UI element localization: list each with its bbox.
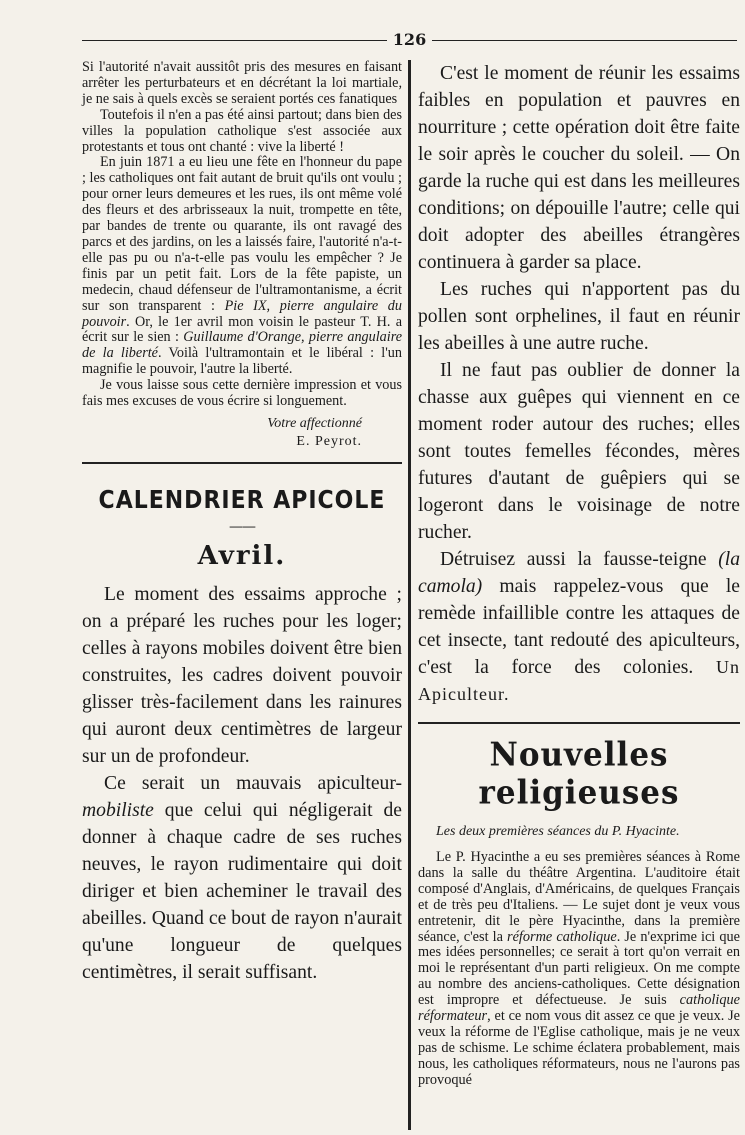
apicole-paragraph: Les ruches qui n'apportent pas du pollen sont orphelines, il faut en réunir les abeilles à une autre ruche. xyxy=(418,279,740,354)
header-rule-left xyxy=(82,40,387,41)
news-item-heading: Les deux premières séances du P. Hyacinte. xyxy=(436,824,680,839)
right-column xyxy=(418,60,740,1089)
signature-name: E. Peyrot. xyxy=(296,433,362,449)
letter-paragraph: Toutefois il n'en a pas été ainsi partout; dans bien des villes la population catholique s'est associée aux protestants et tous ont chanté : vive la liberté ! xyxy=(82,106,402,155)
section-title: CALENDRIER APICOLE xyxy=(98,486,386,515)
apicole-paragraph: Détruisez aussi la fausse-teigne (la camola) mais rappelez-vous que le remède infaillible contre les attaques de cet insecte, tant redouté des apiculteurs, c'est la force des colonies. Un Apiculteur. xyxy=(418,549,741,704)
news-paragraph: Le P. Hyacinthe a eu ses premières séances à Rome dans la salle du théâtre Argentina. L'auditoire était composé d'Anglais, d'Américains, de quelques Français et de très peu d'Italiens. — Le sujet dont je veux vous entretenir, dit le père Hyacinthe, dans la première séance, c'est la réforme catholique. Je n'exprime ici que mes idées personnelles; ce serait à tort qu'on verrait en moi le représentant d'un parti religieux. On me compte au nombre des anciens-catholiques. Cette désignation est impropre et défectueuse. Je suis catholique réformateur, et ce nom vous dit assez ce que je veux. Je veux la réforme de l'Eglise catholique, mais je ne veux pas de schisme. Le schime éclatera probablement, mais nous, les catholiques réformateurs, nous ne l'aurons pas provoqué xyxy=(418,849,740,1088)
letter-paragraph: Si l'autorité n'avait aussitôt pris des mesures en faisant arrêter les perturbateurs et en décrétant la loi martiale, je ne sais à quels excès se seraient portés ces fanatiques xyxy=(82,59,402,107)
author-signature: Un Apiculteur. xyxy=(418,657,741,704)
subsection-title: Avril. xyxy=(197,540,287,571)
page-number: 126 xyxy=(392,30,427,49)
news-section-title: Nouvelles religieuses xyxy=(478,736,680,812)
column-divider xyxy=(408,60,411,1130)
avril-paragraph: Le moment des essaims approche ; on a préparé les ruches pour les loger; celles à rayons mobiles doivent être bien construites, les cadres doivent pouvoir glisser très-facilement dans les rainures qui auront deux centimètres de largeur sur un de profondeur. xyxy=(82,583,402,767)
letter-paragraph: Je vous laisse sous cette dernière impression et vous fais mes excuses de vous écrire si longuement. xyxy=(82,377,402,410)
header-rule-right xyxy=(432,40,737,41)
apicole-paragraph: Il ne faut pas oublier de donner la chasse aux guêpes qui viennent en ce moment roder autour des ruches; elles sont toutes femelles fécondes, mères futures d'autant de guêpiers qui se logeront dans le voisinage de notre rucher. xyxy=(418,360,740,543)
signature-line: Votre affectionné xyxy=(267,415,362,431)
avril-paragraph: Ce serait un mauvais apiculteur-mobiliste que celui qui négligerait de donner à chaque cadre de ses ruches neuves, le rayon rudimentaire qui doit diriger et bien acheminer le travail des abeilles. Quand ce bout de rayon n'aurait qu'une longueur de quelques centimètres, il serait suffisant. xyxy=(82,772,402,983)
letter-paragraph: En juin 1871 a eu lieu une fête en l'honneur du pape ; les catholiques ont fait autant de bruit qu'ils ont voulu ; pour orner leurs demeures et les rues, ils ont même volé des fleurs et des arbrisseaux la nuit, trompette en tête, par bandes de trente ou quarante, ils ont ravagé des parcs et des jardins, on les a laissés faire, l'autorité n'a-t-elle pas pu ou n'a-t-elle pas voulu les empêcher ? Je finis par un petit fait. Lors de la fête papiste, un medecin, chaud défenseur de l'ultramontanisme, a écrit sur son transparent : Pie IX, pierre angulaire du pouvoir. Or, le 1er avril mon voisin le pasteur T. H. a écrit sur le sien : Guillaume d'Orange, pierre angulaire de la liberté. Voilà l'ultramontain et le libéral : l'un magnifie le pouvoir, l'autre la liberté. xyxy=(82,154,402,378)
page-header xyxy=(82,30,737,50)
apicole-paragraph: C'est le moment de réunir les essaims faibles en population et pauvres en nourriture ; cette opération doit être faite le soir après le coucher du soleil. — On garde la ruche qui est dans les meilleures conditions; on dépouille l'autre; celle qui doit adopter des abeilles étrangères continuera à garder sa place. xyxy=(418,63,740,273)
section-divider xyxy=(418,722,740,724)
left-column xyxy=(82,60,402,986)
title-ornament: —— xyxy=(229,518,255,535)
section-divider xyxy=(82,462,402,464)
